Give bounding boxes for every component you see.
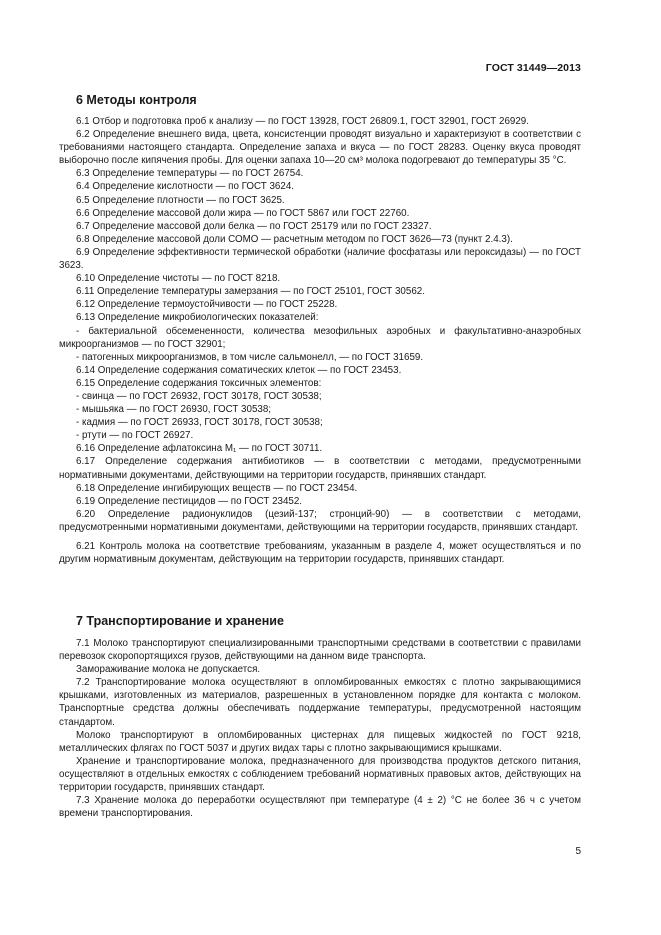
document-header: ГОСТ 31449—2013 [485, 62, 581, 74]
paragraph-6-10: 6.10 Определение чистоты — по ГОСТ 8218. [76, 273, 281, 285]
paragraph-6-19: 6.19 Определение пестицидов — по ГОСТ 23452. [76, 495, 303, 507]
list-item-pathogens: - патогенных микроорганизмов, в том числе сальмонелл, — по ГОСТ 31659. [76, 351, 424, 363]
section-7-body [59, 637, 581, 820]
paragraph-7-1: 7.1 Молоко транспортируют специализированными транспортными средствами в соответствии с правилами перевозок скоропортящихся грузов, действующими на данном виде транспорта. [59, 638, 581, 663]
list-item-cadmium: - кадмия — по ГОСТ 26933, ГОСТ 30178, ГОСТ 30538; [76, 417, 323, 429]
paragraph-6-9: 6.9 Определение эффективности термической обработки (наличие фосфатазы или пероксидазы) — по ГОСТ 3623. [59, 246, 581, 272]
paragraph-6-2: 6.2 Определение внешнего вида, цвета, консистенции проводят визуально и характеризуют в соответствии с требованиями настоящего стандарта. Определение запаха и вкуса — по ГОСТ 28283. Оценку вкуса проводят выборочно после кипячения пробы. Для оценки запаха 10—20 см³ молока подогревают до температуры 35 °С. [59, 129, 581, 167]
paragraph-6-13: 6.13 Определение микробиологических показателей: [76, 312, 319, 324]
paragraph-6-21: 6.21 Контроль молока на соответствие требованиям, указанным в разделе 4, может осуществляться и по другим нормативным документам, действующим на территории государств, принявших стандарт. [59, 541, 581, 566]
paragraph-6-8: 6.8 Определение массовой доли СОМО — расчетным методом по ГОСТ 3626—73 (пункт 2.4.3). [76, 233, 513, 245]
section-7-title: 7 Транспортирование и хранение [76, 614, 284, 628]
paragraph-6-7: 6.7 Определение массовой доли белка — по ГОСТ 25179 или по ГОСТ 23327. [76, 220, 432, 232]
paragraph-6-11: 6.11 Определение температуры замерзания — по ГОСТ 25101, ГОСТ 30562. [76, 286, 425, 298]
paragraph-6-17: 6.17 Определение содержания антибиотиков — в соответствии с методами, предусмотренными нормативными документами, действующими на территории государств, принявших стандарт. [59, 456, 581, 481]
paragraph-6-4: 6.4 Определение кислотности — по ГОСТ 3624. [76, 181, 294, 193]
list-item-arsenic: - мышьяка — по ГОСТ 26930, ГОСТ 30538; [76, 404, 272, 416]
paragraph-6-16: 6.16 Определение афлатоксина M₁ — по ГОСТ 30711. [76, 443, 323, 455]
page-number: 5 [575, 846, 581, 857]
list-item-lead: - свинца — по ГОСТ 26932, ГОСТ 30178, ГОСТ 30538; [76, 390, 322, 402]
paragraph-tanks: Молоко транспортируют в опломбированных цистернах для пищевых жидкостей по ГОСТ 9218, металлических флягах по ГОСТ 5037 и других видах тары с плотно закрывающимися крышками. [59, 729, 581, 754]
paragraph-6-15: 6.15 Определение содержания токсичных элементов: [76, 377, 322, 389]
paragraph-baby-food: Хранение и транспортирование молока, предназначенного для производства продуктов детского питания, осуществляют в отдельных емкостях с соблюдением требований нормативных правовых актов, действующих на территории государств, принявших стандарт. [59, 755, 581, 794]
paragraph-6-1: 6.1 Отбор и подготовка проб к анализу — по ГОСТ 13928, ГОСТ 26809.1, ГОСТ 32901, ГОСТ 26929. [76, 116, 529, 127]
paragraph-7-3: 7.3 Хранение молока до переработки осуществляют при температуре (4 ± 2) °С не более 36 ч с учетом времени транспортирования. [59, 795, 581, 820]
paragraph-6-20: 6.20 Определение радионуклидов (цезий-137; стронций-90) — в соответствии с методами, предусмотренными нормативными документами, действующими на территории государств, принявших стандарт. [59, 508, 581, 533]
list-item-mercury: - ртути — по ГОСТ 26927. [76, 430, 194, 442]
section-6-body [59, 115, 581, 566]
paragraph-6-18: 6.18 Определение ингибирующих веществ — по ГОСТ 23454. [76, 482, 358, 494]
paragraph-freezing: Замораживание молока не допускается. [76, 664, 261, 676]
paragraph-7-2: 7.2 Транспортирование молока осуществляют в опломбированных емкостях с плотно закрывающимися крышками, изготовленных из материалов, разрешенных в установленном порядке для контакта с молоком. Транспортные средства должны обеспечивать поддержание температуры, предусмотренной настоящим стандартом. [59, 677, 581, 728]
paragraph-6-12: 6.12 Определение термоустойчивости — по ГОСТ 25228. [76, 299, 338, 311]
list-item-bacterial: - бактериальной обсемененности, количества мезофильных аэробных и факультативно-анаэробных микроорганизмов — по ГОСТ 32901; [59, 325, 581, 350]
section-6-title: 6 Методы контроля [76, 93, 197, 107]
paragraph-6-5: 6.5 Определение плотности — по ГОСТ 3625. [76, 194, 285, 206]
paragraph-6-3: 6.3 Определение температуры — по ГОСТ 26754. [76, 168, 304, 180]
paragraph-6-6: 6.6 Определение массовой доли жира — по ГОСТ 5867 или ГОСТ 22760. [76, 207, 410, 219]
paragraph-6-14: 6.14 Определение содержания соматических клеток — по ГОСТ 23453. [76, 364, 402, 376]
